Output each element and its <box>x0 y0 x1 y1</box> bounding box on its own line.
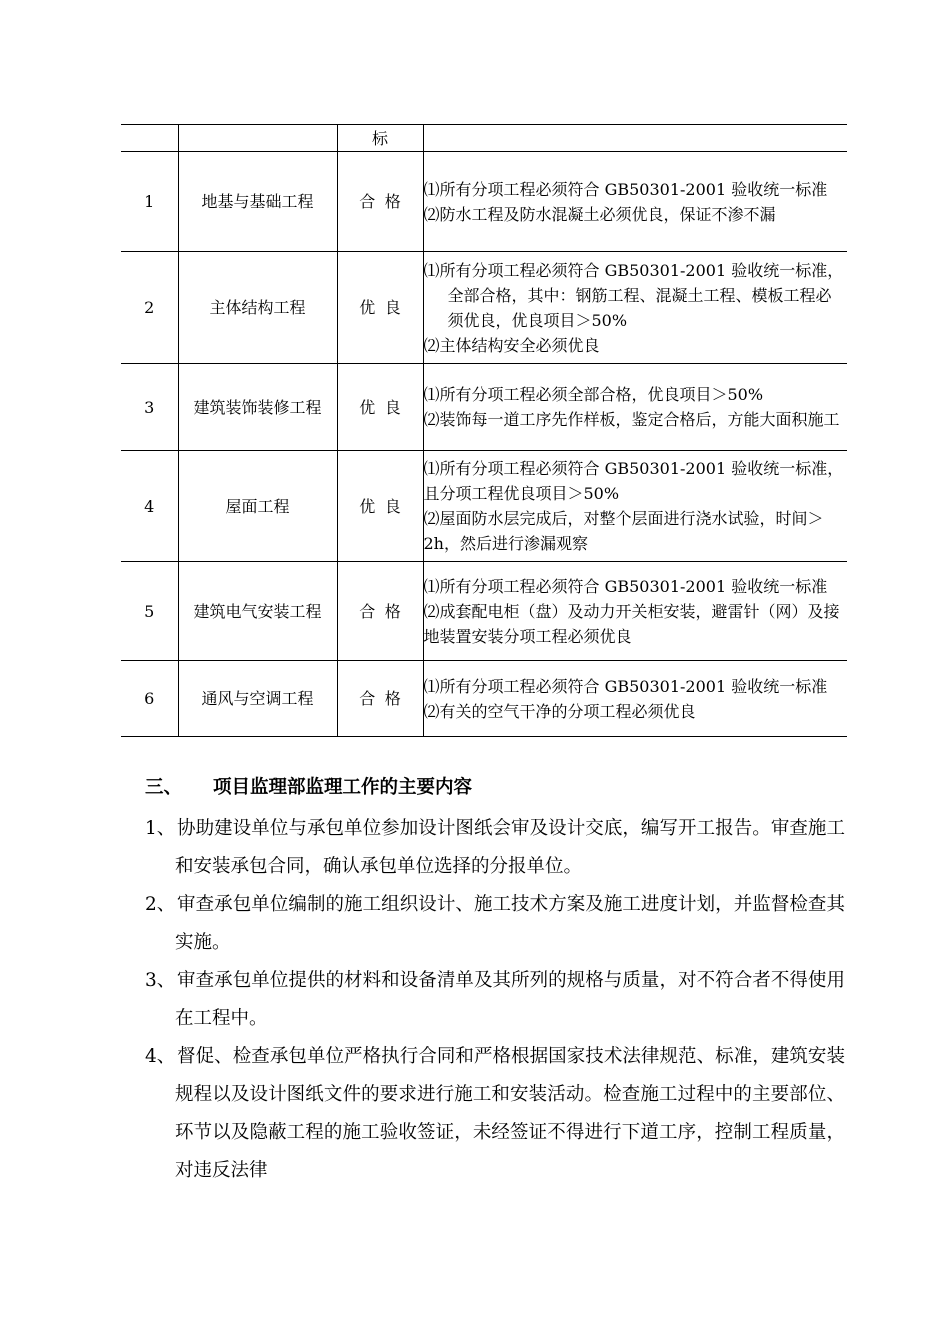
row-number: 1 <box>121 152 178 252</box>
requirement-item: ⑵主体结构安全必须优良 <box>423 335 600 355</box>
requirement-item: ⑵成套配电柜（盘）及动力开关柜安装，避雷针（网）及接地装置安装分项工程必须优良 <box>423 601 840 646</box>
requirement-item: ⑴所有分项工程必须符合 GB50301-2001 验收统一标准 <box>423 676 828 696</box>
quality-grade: 合格 <box>337 661 423 737</box>
quality-grade: 合格 <box>337 562 423 661</box>
row-number: 6 <box>121 661 178 737</box>
table-header-row <box>121 125 847 152</box>
project-name: 建筑装饰装修工程 <box>178 364 337 451</box>
section-title: 项目监理部监理工作的主要内容 <box>213 777 473 798</box>
project-name: 地基与基础工程 <box>178 152 337 252</box>
requirement-item: ⑴所有分项工程必须符合 GB50301-2001 验收统一标准，且分项工程优良项目＞50% <box>423 459 844 503</box>
list-item-number: 2、 <box>145 894 176 915</box>
header-cell-empty <box>178 125 337 152</box>
requirement-item: ⑴所有分项工程必须全部合格，优良项目＞50% <box>423 385 764 404</box>
table-row <box>121 661 847 737</box>
supervision-work-section <box>145 770 845 1190</box>
list-item-text: 审查承包单位编制的施工组织设计、施工技术方案及施工进度计划，并监督检查其实施。 <box>175 894 845 953</box>
list-item <box>145 1038 845 1190</box>
list-item <box>145 810 845 886</box>
project-name: 建筑电气安装工程 <box>178 562 337 661</box>
requirement-item: ⑵防水工程及防水混凝土必须优良，保证不渗不漏 <box>423 204 776 224</box>
project-name: 通风与空调工程 <box>178 661 337 737</box>
requirement-item: ⑵有关的空气干净的分项工程必须优良 <box>423 701 696 721</box>
list-item-number: 4、 <box>145 1046 176 1067</box>
table-row <box>121 562 847 661</box>
requirements-cell <box>423 451 847 562</box>
table-row <box>121 364 847 451</box>
requirements-cell <box>423 152 847 252</box>
row-number: 2 <box>121 252 178 364</box>
requirements-cell <box>423 661 847 737</box>
quality-grade: 合格 <box>337 152 423 252</box>
requirements-cell <box>423 562 847 661</box>
requirement-item: ⑴所有分项工程必须符合 GB50301-2001 验收统一标准 <box>423 179 828 199</box>
list-item-text: 审查承包单位提供的材料和设备清单及其所列的规格与质量，对不符合者不得使用在工程中。 <box>175 970 845 1029</box>
project-name: 主体结构工程 <box>178 252 337 364</box>
table-row <box>121 451 847 562</box>
requirement-item: ⑴所有分项工程必须符合 GB50301-2001 验收统一标准，全部合格，其中：钢筋工程、混凝土工程、模板工程必须优良，优良项目＞50% <box>423 260 844 330</box>
project-name: 屋面工程 <box>178 451 337 562</box>
table-row <box>121 252 847 364</box>
list-item-text: 督促、检查承包单位严格执行合同和严格根据国家技术法律规范、标准，建筑安装规程以及设计图纸文件的要求进行施工和安装活动。检查施工过程中的主要部位、环节以及隐蔽工程的施工验收签证，未经签证不得进行下道工序，控制工程质量，对违反法律 <box>175 1046 845 1181</box>
section-number: 三、 <box>145 777 183 798</box>
quality-grade: 优良 <box>337 451 423 562</box>
requirement-item: ⑵屋面防水层完成后，对整个层面进行浇水试验，时间＞2h，然后进行渗漏观察 <box>423 509 824 553</box>
requirement-item: ⑴所有分项工程必须符合 GB50301-2001 验收统一标准 <box>423 576 828 596</box>
requirements-cell <box>423 252 847 364</box>
row-number: 5 <box>121 562 178 661</box>
row-number: 3 <box>121 364 178 451</box>
list-item-number: 3、 <box>145 970 176 991</box>
quality-grade: 优良 <box>337 252 423 364</box>
list-item-text: 协助建设单位与承包单位参加设计图纸会审及设计交底，编写开工报告。审查施工和安装承包合同，确认承包单位选择的分报单位。 <box>175 818 845 877</box>
list-item-number: 1、 <box>145 818 176 839</box>
table-row <box>121 152 847 252</box>
list-item <box>145 886 845 962</box>
list-item <box>145 962 845 1038</box>
section-heading <box>145 770 845 806</box>
header-cell-empty <box>423 125 847 152</box>
requirement-item: ⑵装饰每一道工序先作样板，鉴定合格后，方能大面积施工 <box>423 410 840 429</box>
row-number: 4 <box>121 451 178 562</box>
quality-grade: 优良 <box>337 364 423 451</box>
header-fragment: 标 <box>337 125 423 152</box>
quality-standard-table <box>121 124 847 737</box>
header-cell-empty <box>121 125 178 152</box>
requirements-cell <box>423 364 847 451</box>
